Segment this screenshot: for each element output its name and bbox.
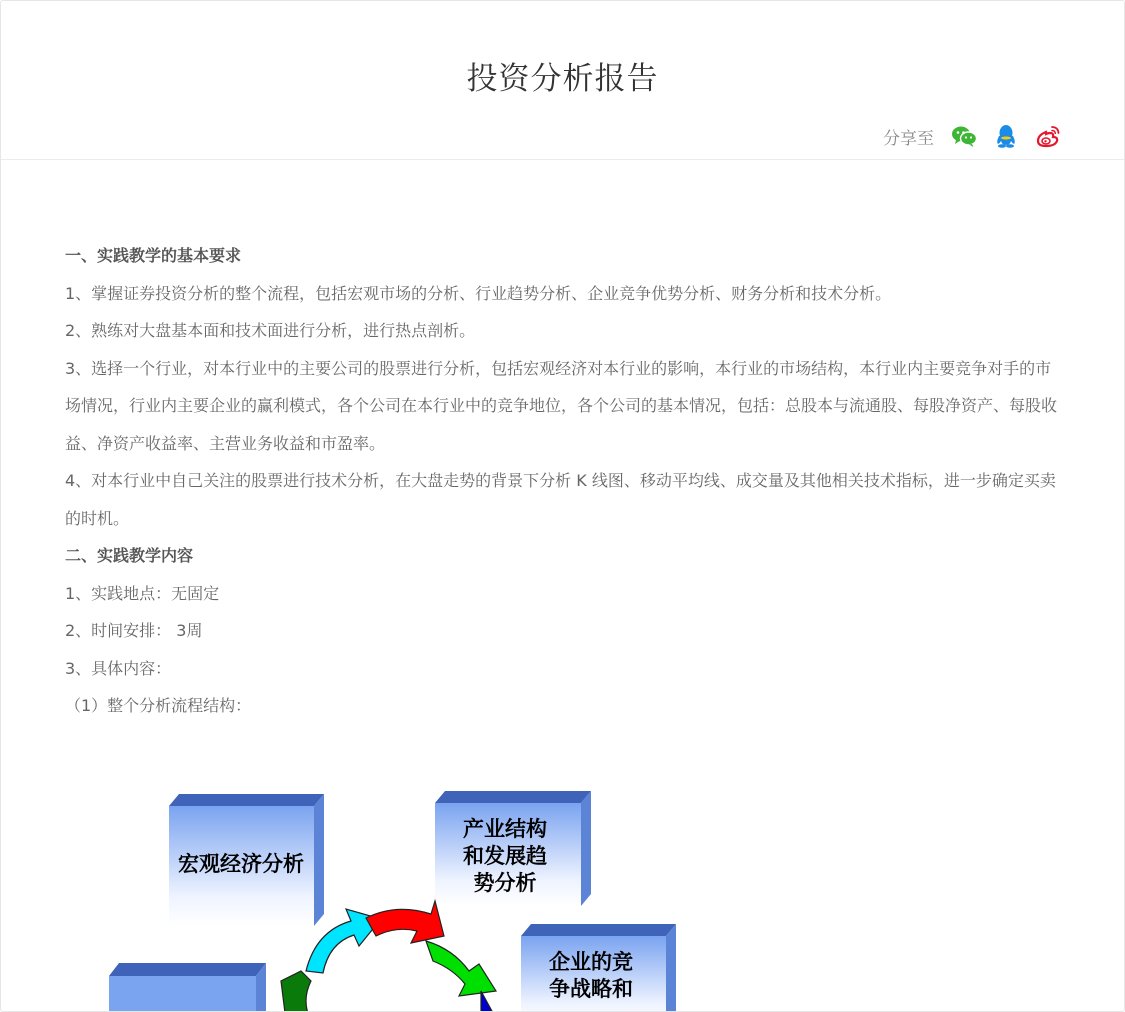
- arrow-darkgreen: [281, 971, 311, 1012]
- page-title: 投资分析报告: [466, 61, 659, 97]
- box-partial: [109, 963, 266, 1012]
- box-macro-analysis: [169, 794, 324, 926]
- box-label: 势分析: [473, 871, 537, 895]
- paragraph: 4、对本行业中自己关注的股票进行技术分析，在大盘走势的背景下分析 K 线图、移动平均线、成交量及其他相关技术指标，进一步确定买卖的时机。: [65, 471, 1056, 528]
- box-label: 争战略和: [549, 977, 633, 1001]
- arrow-red: [366, 901, 444, 943]
- paragraph: 3、具体内容：: [65, 658, 172, 678]
- share-bar: [883, 121, 1062, 151]
- box-label: 产业结构: [463, 817, 547, 841]
- section-heading-2: 二、实践教学内容: [65, 546, 194, 565]
- paragraph: （1）整个分析流程结构：: [65, 696, 252, 715]
- article-header: [1, 1, 1124, 160]
- box-competition-analysis: [521, 924, 676, 1012]
- analysis-flow-diagram: [101, 781, 701, 1012]
- box-label: 和发展趋: [463, 844, 547, 868]
- paragraph: 2、熟练对大盘基本面和技术面进行分析，进行热点剖析。: [65, 321, 476, 340]
- paragraph: 2、时间安排： 3周: [65, 621, 203, 640]
- share-label: 分享至: [883, 128, 934, 149]
- wechat-icon[interactable]: [950, 122, 978, 150]
- box-label: 宏观经济分析: [178, 852, 304, 876]
- arrow-green: [426, 941, 496, 996]
- section-heading-1: 一、实践教学的基本要求: [65, 246, 242, 265]
- arrow-blue: [481, 991, 493, 1012]
- box-label: 企业的竞: [549, 950, 633, 974]
- weibo-icon[interactable]: [1034, 122, 1062, 150]
- paragraph: 3、选择一个行业，对本行业中的主要公司的股票进行分析，包括宏观经济对本行业的影响，本行业的市场结构，本行业内主要竞争对手的市场情况，行业内主要企业的赢利模式，各个公司在本行业中的竞争地位，各个公司的基本情况，包括：总股本与流通股、每股净资产、每股收益、净资产收益率、主营业务收益和市盈率。: [65, 358, 1058, 453]
- article-body: [65, 237, 1065, 725]
- box-industry-analysis: [435, 791, 591, 906]
- paragraph: 1、掌握证券投资分析的整个流程，包括宏观市场的分析、行业趋势分析、企业竞争优势分析、财务分析和技术分析。: [65, 283, 892, 303]
- qq-icon[interactable]: [992, 122, 1020, 150]
- paragraph: 1、实践地点：无固定: [65, 583, 220, 603]
